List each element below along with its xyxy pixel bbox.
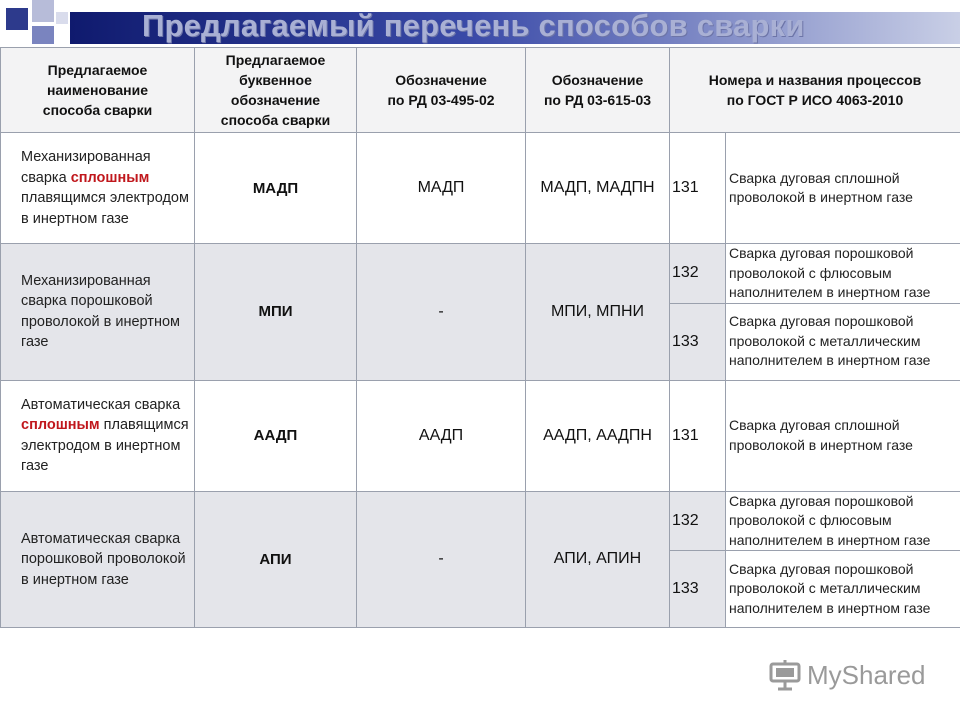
header-line: способа сварки	[42, 102, 153, 118]
header-rd495	[357, 48, 526, 133]
header-line: обозначение	[230, 92, 321, 108]
header-line: способа сварки	[220, 112, 331, 128]
header-line: по РД 03-495-02	[387, 92, 495, 108]
rd495-designation-cell: МАДП	[357, 133, 526, 244]
rd615-designation-cell: ААДП, ААДПН	[526, 380, 670, 491]
letter-designation-cell: МАДП	[195, 133, 357, 244]
header-line: по ГОСТ Р ИСО 4063-2010	[726, 92, 904, 108]
decor-square-3	[32, 26, 54, 44]
letter-designation-cell: ААДП	[195, 380, 357, 491]
process-description-cell: Сварка дуговая порошковой проволокой с флюсовым наполнителем в инертном газе	[726, 244, 960, 304]
method-name-highlight: сплошным	[70, 169, 150, 186]
rd495-designation-cell: -	[357, 244, 526, 381]
process-description-cell: Сварка дуговая порошковой проволокой с флюсовым наполнителем в инертном газе	[726, 491, 960, 551]
table-row	[1, 244, 960, 304]
process-description-cell: Сварка дуговая порошковой проволокой с металлическим наполнителем в инертном газе	[726, 303, 960, 380]
header-line: буквенное	[239, 72, 312, 88]
table-row	[1, 380, 960, 491]
myshared-watermark	[768, 657, 926, 693]
method-name-text-after: плавящимся электродом в инертном газе	[21, 190, 189, 227]
header-line: Номера и названия процессов	[708, 72, 922, 88]
process-description-cell: Сварка дуговая порошковой проволокой с металлическим наполнителем в инертном газе	[726, 551, 960, 628]
rd495-designation-cell: ААДП	[357, 380, 526, 491]
method-name-cell	[1, 491, 195, 628]
header-line: наименование	[46, 82, 149, 98]
header-line: по РД 03-615-03	[543, 92, 652, 108]
decor-square-4	[56, 12, 68, 24]
letter-designation-cell: АПИ	[195, 491, 357, 628]
slide-title: Предлагаемый перечень способов сварки	[142, 8, 805, 43]
decor-square-1	[6, 8, 28, 30]
process-number-cell: 132	[670, 491, 726, 551]
method-name-text: Автоматическая сварка порошковой проволокой в инертном газе	[21, 530, 186, 588]
header-line: Обозначение	[551, 72, 644, 88]
process-number-cell: 131	[670, 380, 726, 491]
method-name-highlight: сплошным	[21, 417, 100, 433]
letter-designation-cell: МПИ	[195, 244, 357, 381]
process-number-cell: 133	[670, 303, 726, 380]
process-description-cell: Сварка дуговая сплошной проволокой в инертном газе	[726, 133, 960, 244]
table-row	[1, 133, 960, 244]
method-name-cell	[1, 380, 195, 491]
process-number-cell: 132	[670, 244, 726, 304]
header-line: Предлагаемое	[225, 52, 326, 68]
rd615-designation-cell: АПИ, АПИН	[526, 491, 670, 628]
header-line: Предлагаемое	[47, 62, 148, 78]
header-letter	[195, 48, 357, 133]
rd615-designation-cell: МАДП, МАДПН	[526, 133, 670, 244]
rd495-designation-cell: -	[357, 491, 526, 628]
method-name-text-after: плавящимся электродом в инертном газе	[21, 417, 189, 474]
process-number-cell: 133	[670, 551, 726, 628]
rd615-designation-cell: МПИ, МПНИ	[526, 244, 670, 381]
method-name-text: Автоматическая сварка	[21, 396, 181, 413]
table-row	[1, 491, 960, 551]
table-header-row	[1, 48, 960, 133]
method-name-cell	[1, 133, 195, 244]
method-name-text: Механизированная сварка порошковой проволокой в инертном газе	[21, 272, 180, 351]
projector-screen-icon	[768, 658, 802, 692]
process-description-cell: Сварка дуговая сплошной проволокой в инертном газе	[726, 380, 960, 491]
watermark-text: MyShared	[807, 659, 926, 690]
header-name	[1, 48, 195, 133]
method-name-text: Механизированная сварка	[21, 149, 151, 186]
method-name-cell	[1, 244, 195, 381]
header-line: Обозначение	[395, 72, 487, 88]
process-number-cell: 131	[670, 133, 726, 244]
header-gost	[670, 48, 960, 133]
welding-methods-table	[0, 47, 960, 628]
header-rd615	[526, 48, 670, 133]
decor-square-2	[32, 0, 54, 22]
